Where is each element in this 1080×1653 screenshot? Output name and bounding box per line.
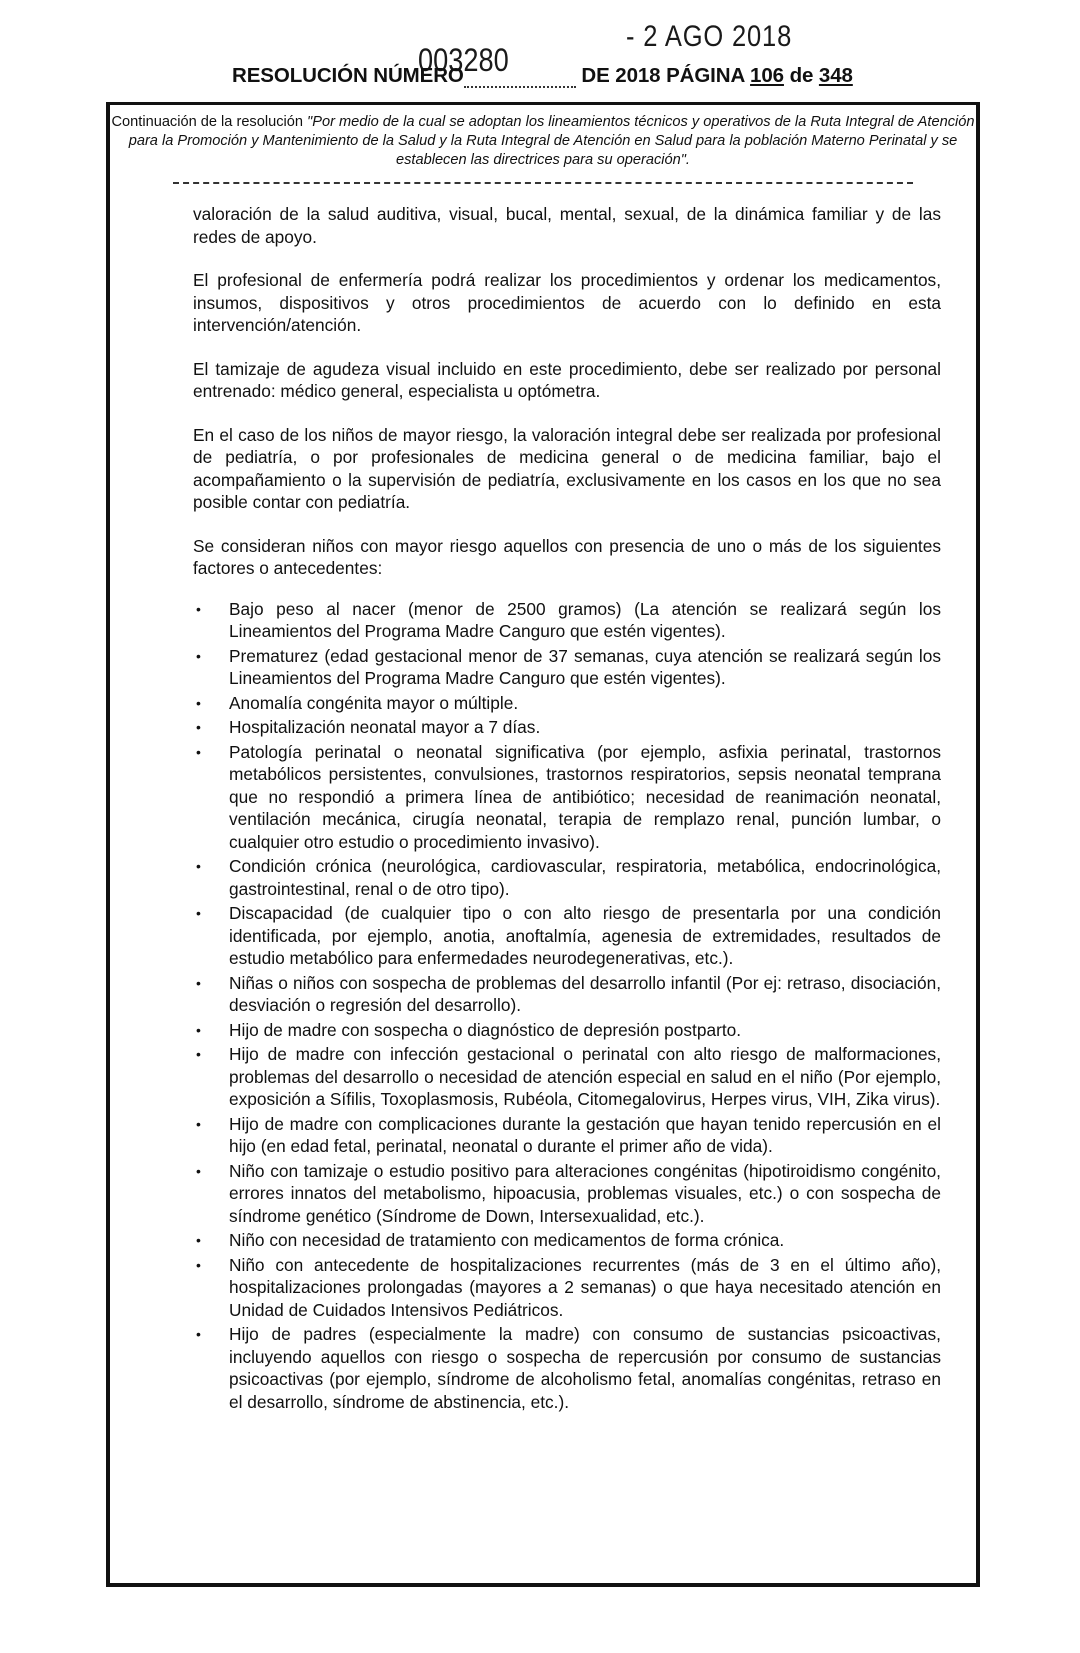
bullet-icon: •: [196, 694, 201, 711]
list-item: [196, 855, 941, 900]
dashed-divider: [173, 182, 913, 184]
bullet-icon: •: [196, 1046, 201, 1062]
paragraph: El tamizaje de agudeza visual incluido en este procedimiento, debe ser realizado por personal entrenado: médico general, especialista u optómetra.: [193, 358, 941, 401]
list-item: [196, 902, 941, 970]
header-year: DE 2018 PÁGINA: [581, 64, 745, 87]
header-prefix: RESOLUCIÓN NÚMERO: [232, 64, 464, 87]
list-item-text: Hijo de padres (especialmente la madre) con consumo de sustancias psicoactivas, incluyendo aquellos con riesgo o sospecha de repercusión por consumo de sustancias psicoactivas (por ejemplo, síndrome de alcoholismo fetal, anomalías congénitas, retraso en el desarrollo, síndrome de abstinencia, etc.).: [229, 1324, 941, 1412]
list-item: [196, 716, 941, 739]
bullet-icon: •: [196, 647, 201, 664]
list-item-text: Niño con necesidad de tratamiento con medicamentos de forma crónica.: [229, 1230, 785, 1250]
page-header: [232, 64, 853, 88]
paragraph: valoración de la salud auditiva, visual, bucal, mental, sexual, de la dinámica familiar y de las redes de apoyo.: [193, 204, 941, 247]
bullet-icon: •: [196, 905, 201, 921]
resolution-subheader: [110, 113, 976, 170]
page-of: de: [789, 64, 814, 87]
bullet-icon: •: [196, 858, 201, 874]
page-number: 106: [750, 64, 784, 87]
list-item-text: Patología perinatal o neonatal significativa (por ejemplo, asfixia perinatal, trastornos metabólicos persistentes, convulsiones, trastornos respiratorios, sepsis neonatal temprana que no respondió a primera línea de antibiótico; necesidad de reanimación neonatal, ventilación mecánica, cirugía neonatal, terapia de remplazo renal, punción lumbar, o cualquier otro estudio o procedimiento invasivo).: [229, 741, 941, 852]
paragraph: El profesional de enfermería podrá realizar los procedimientos y ordenar los medicamentos, insumos, dispositivos y otros procedimientos de acuerdo con lo definido en esta intervención/atención.: [193, 270, 941, 335]
bullet-icon: •: [196, 974, 201, 991]
list-item: [196, 1113, 941, 1158]
list-item: [196, 972, 941, 1017]
list-item-text: Hijo de madre con sospecha o diagnóstico de depresión postparto.: [229, 1019, 742, 1040]
list-item: [196, 1043, 941, 1111]
bullet-icon: •: [196, 1256, 201, 1273]
bullet-icon: •: [196, 719, 201, 735]
number-blank-line: [464, 66, 576, 88]
list-item-text: Hospitalización neonatal mayor a 7 días.: [229, 717, 541, 737]
subheader-lead: Continuación de la resolución: [111, 114, 308, 130]
bullet-icon: •: [196, 1162, 201, 1179]
list-item-text: Hijo de madre con infección gestacional o perinatal con alto riesgo de malformaciones, problemas del desarrollo o necesidad de atención especial en salud en el niño (Por ejemplo, exposición a Sífilis, Toxoplasmosis, Rubéola, Citomegalovirus, Herpes virus, VIH, Zika virus).: [229, 1044, 941, 1109]
list-item-text: Discapacidad (de cualquier tipo o con alto riesgo de presentarla por una condición identificada, por ejemplo, anotia, anoftalmía, agenesia de extremidades, resultados de estudio metabólico para enfermedades neurodegenerativas, etc.).: [229, 903, 941, 968]
list-item: [196, 1019, 941, 1042]
document-frame: [106, 102, 980, 1587]
subheader-title: "Por medio de la cual se adoptan los lineamientos técnicos y operativos de la Ruta Integral de Atención para la Promoción y Mantenimiento de la Salud y la Ruta Integral de Atención en Salud para la población Materno Perinatal y se establecen las directrices para su operación".: [128, 114, 975, 168]
list-item-text: Hijo de madre con complicaciones durante la gestación que hayan tenido repercusión en el hijo (en edad fetal, perinatal, neonatal o durante el primer año de vida).: [229, 1113, 941, 1156]
stamp-resolution-number: 003280: [418, 42, 509, 78]
bullet-icon: •: [196, 1021, 201, 1038]
bullet-icon: •: [196, 1115, 201, 1132]
list-item: [196, 1254, 941, 1322]
bullet-icon: •: [196, 743, 201, 760]
total-pages: 348: [818, 64, 853, 87]
list-item-text: Bajo peso al nacer (menor de 2500 gramos) (La atención se realizará según los Lineamientos del Programa Madre Canguro que estén vigentes).: [229, 598, 941, 641]
stamp-date: - 2 AGO 2018: [626, 20, 793, 53]
bullet-icon: •: [196, 1232, 201, 1248]
paragraph: Se consideran niños con mayor riesgo aquellos con presencia de uno o más de los siguientes factores o antecedentes:: [193, 535, 941, 578]
list-item-text: Condición crónica (neurológica, cardiovascular, respiratoria, metabólica, endocrinológica, gastrointestinal, renal o de otro tipo).: [229, 856, 941, 899]
list-item-text: Niñas o niños con sospecha de problemas del desarrollo infantil (Por ej: retraso, disociación, desviación o regresión del desarrollo).: [229, 972, 941, 1015]
list-item: [196, 1229, 941, 1252]
list-item: [196, 1323, 941, 1413]
paragraph: En el caso de los niños de mayor riesgo, la valoración integral debe ser realizada por profesional de pediatría, o por profesionales de medicina general o de medicina familiar, bajo el acompañamiento o la supervisión de pediatría, exclusivamente en los casos en los que no sea posible contar con pediatría.: [193, 424, 941, 512]
list-item-text: Prematurez (edad gestacional menor de 37 semanas, cuya atención se realizará según los Lineamientos del Programa Madre Canguro que estén vigentes).: [229, 645, 941, 688]
risk-factor-list: [193, 598, 941, 1414]
list-item-text: Anomalía congénita mayor o múltiple.: [229, 692, 519, 713]
list-item: [196, 1160, 941, 1228]
list-item: [196, 741, 941, 854]
bullet-icon: •: [196, 600, 201, 617]
list-item-text: Niño con antecedente de hospitalizaciones recurrentes (más de 3 en el último año), hospitalizaciones prolongadas (mayores a 2 semanas) o que haya necesitado atención en Unidad de Cuidados Intensivos Pediátricos.: [229, 1254, 941, 1320]
list-item-text: Niño con tamizaje o estudio positivo para alteraciones congénitas (hipotiroidismo congénito, errores innatos del metabolismo, hipoacusia, problemas visuales, etc.) o con sospecha de síndrome genético (Síndrome de Down, Intersexualidad, etc.).: [229, 1160, 941, 1226]
bullet-icon: •: [196, 1326, 201, 1342]
list-item: [196, 598, 941, 643]
document-body: [193, 203, 941, 1415]
list-item: [196, 692, 941, 715]
list-item: [196, 645, 941, 690]
